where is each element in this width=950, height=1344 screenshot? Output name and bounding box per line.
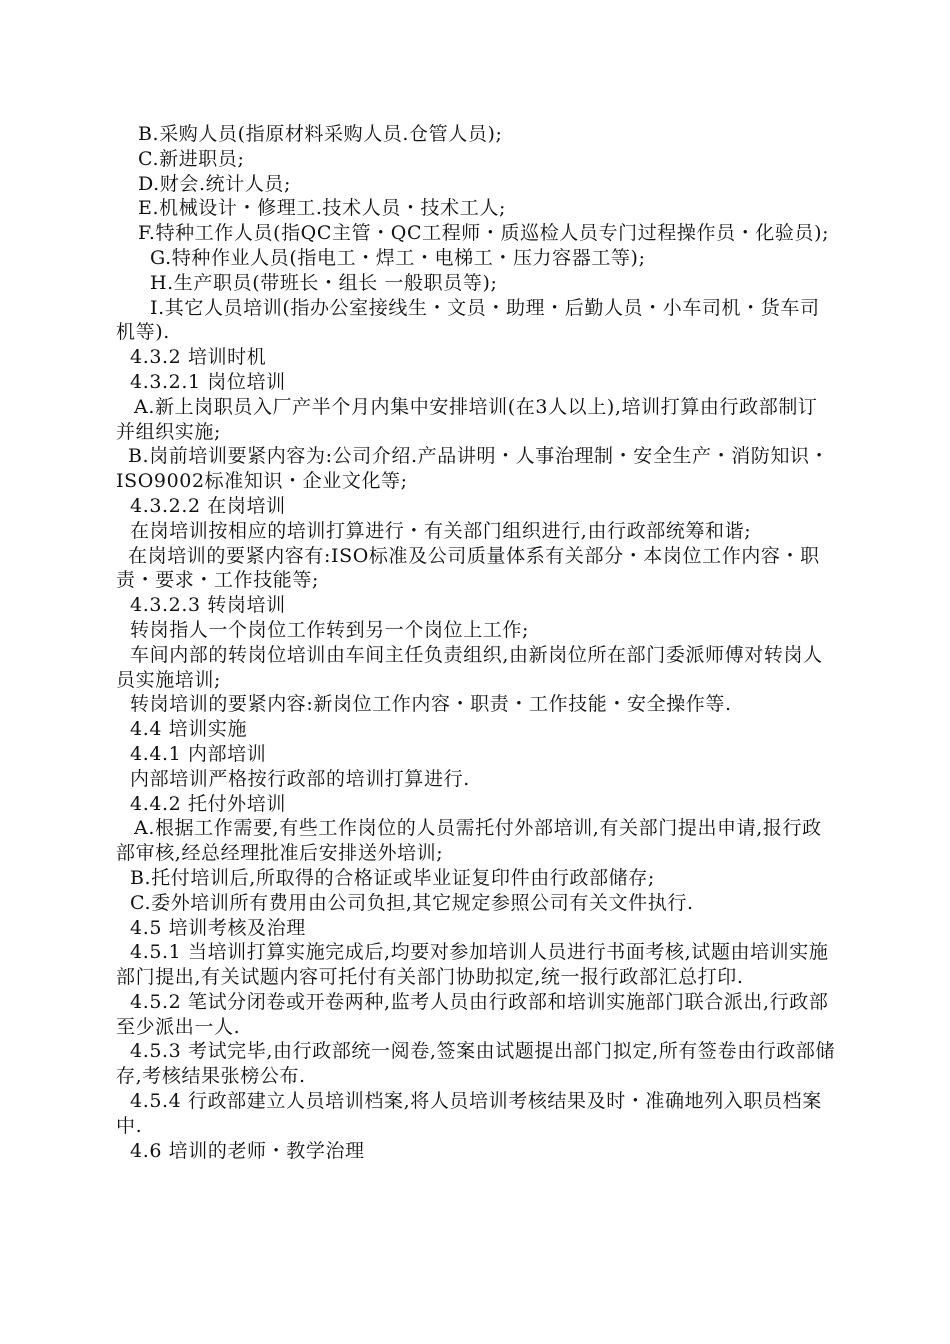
document-paragraph: 4.4.1 内部培训 xyxy=(130,742,267,765)
document-paragraph: B.采购人员(指原材料采购人员.仓管人员); xyxy=(138,123,503,145)
document-paragraph: C.委外培训所有费用由公司负担,其它规定参照公司有关文件执行. xyxy=(130,891,694,914)
document-paragraph: 4.5.3 考试完毕,由行政部统一阅卷,签案由试题提出部门拟定,所有签卷由行政部储存,考核结果张榜公布. xyxy=(116,1040,836,1088)
document-paragraph: 4.5.1 当培训打算实施完成后,均要对参加培训人员进行书面考核,试题由培训实施部门提出,有关试题内容可托付有关部门协助拟定,统一报行政部汇总打印. xyxy=(116,941,829,989)
document-paragraph: H.生产职员(带班长・组长 一般职员等); xyxy=(150,271,498,294)
document-paragraph: 转岗指人一个岗位工作转到另一个岗位上工作; xyxy=(130,618,530,641)
document-paragraph: 4.5 培训考核及治理 xyxy=(130,916,306,939)
document-paragraph: 4.4.2 托付外培训 xyxy=(130,792,286,815)
document-paragraph: 在岗培训按相应的培训打算进行・有关部门组织进行,由行政部统筹和谐; xyxy=(130,519,752,542)
document-paragraph: 4.5.4 行政部建立人员培训档案,将人员培训考核结果及时・准确地列入职员档案中. xyxy=(116,1090,822,1137)
document-paragraph: 内部培训严格按行政部的培训打算进行. xyxy=(130,767,470,790)
document-paragraph: A.根据工作需要,有些工作岗位的人员需托付外部培训,有关部门提出申请,报行政部审核,经总经理批准后安排送外培训; xyxy=(116,817,822,865)
document-paragraph: C.新进职员; xyxy=(138,147,245,170)
document-paragraph: 4.3.2.1 岗位培训 xyxy=(130,370,286,393)
document-paragraph: 转岗培训的要紧内容:新岗位工作内容・职责・工作技能・安全操作等. xyxy=(130,693,732,716)
document-paragraph: 4.3.2.3 转岗培训 xyxy=(130,594,286,617)
document-body xyxy=(116,122,836,1163)
document-paragraph: 4.5.2 笔试分闭卷或开卷两种,监考人员由行政部和培训实施部门联合派出,行政部至少派出一人. xyxy=(116,990,829,1038)
document-paragraph: B.岗前培训要紧内容为:公司介绍.产品讲明・人事治理制・安全生产・消防知识・ISO9002标准知识・企业文化等; xyxy=(116,445,830,493)
document-paragraph: I.其它人员培训(指办公室接线生・文员・助理・后勤人员・小车司机・货车司机等). xyxy=(116,296,820,344)
document-paragraph: 4.6 培训的老师・教学治理 xyxy=(130,1139,365,1162)
document-paragraph: B.托付培训后,所取得的合格证或毕业证复印件由行政部储存; xyxy=(130,866,655,889)
document-paragraph: G.特种作业人员(指电工・焊工・电梯工・压力容器工等); xyxy=(150,246,646,269)
document-paragraph: 4.3.2.2 在岗培训 xyxy=(130,494,286,517)
document-paragraph: D.财会.统计人员; xyxy=(138,172,292,195)
document-paragraph: 在岗培训的要紧内容有:ISO标准及公司质量体系有关部分・本岗位工作内容・职责・要求・工作技能等; xyxy=(116,544,820,592)
document-paragraph: F.特种工作人员(指QC主管・QC工程师・质巡检人员专门过程操作员・化验员); xyxy=(138,222,830,245)
document-paragraph: 车间内部的转岗位培训由车间主任负责组织,由新岗位所在部门委派师傅对转岗人员实施培训; xyxy=(116,643,823,691)
document-paragraph: 4.4 培训实施 xyxy=(130,718,248,741)
document-paragraph: A.新上岗职员入厂产半个月内集中安排培训(在3人以上),培训打算由行政部制订并组织实施; xyxy=(116,395,818,443)
document-paragraph: 4.3.2 培训时机 xyxy=(130,346,267,369)
document-paragraph: E.机械设计・修理工.技术人员・技术工人; xyxy=(138,197,506,220)
